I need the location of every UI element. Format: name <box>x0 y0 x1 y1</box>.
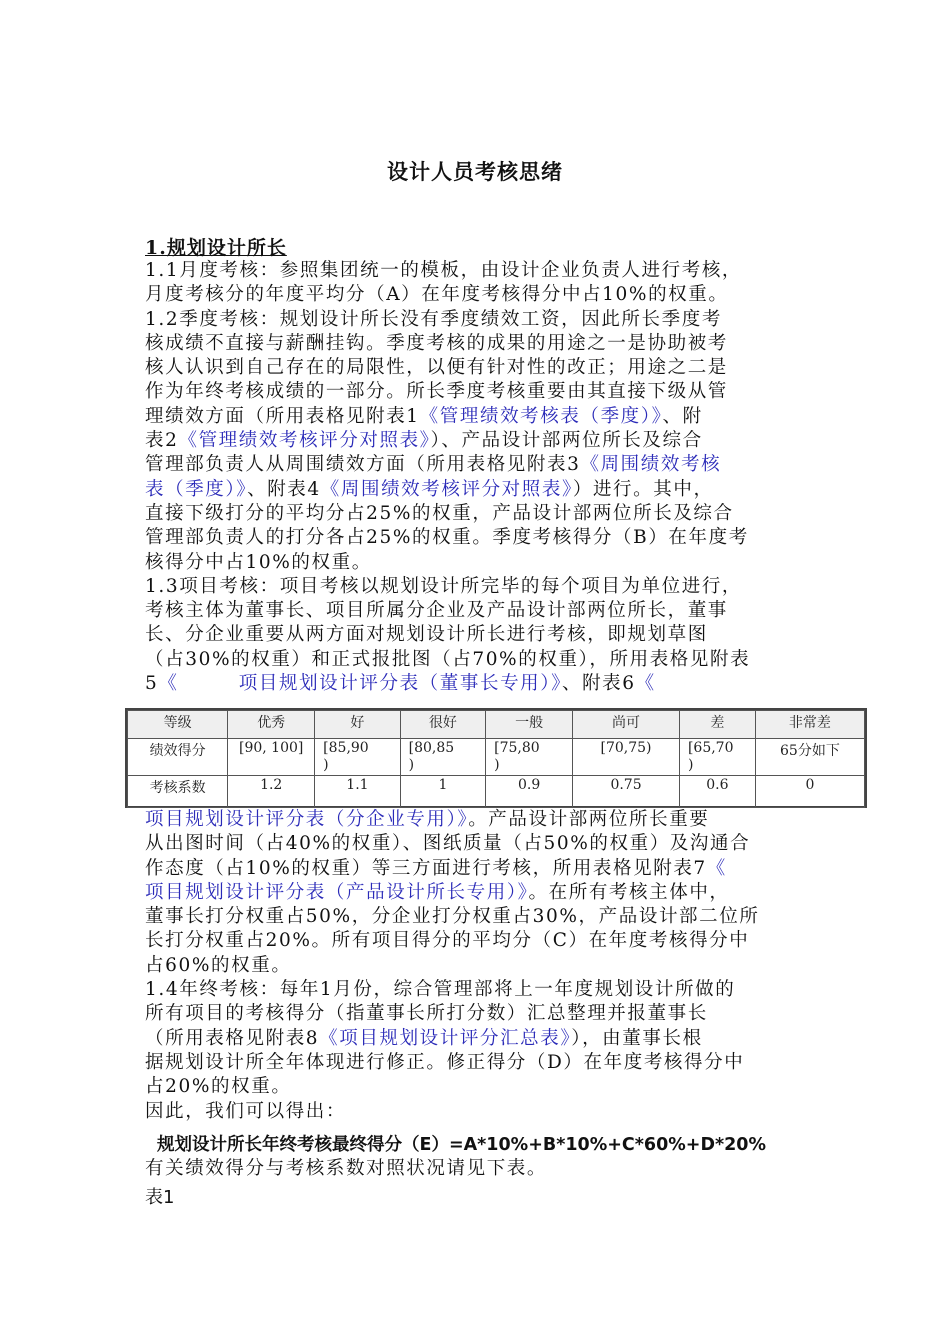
text-line <box>145 1002 815 1026</box>
form-reference-link: 项目规划设计评分表（分企业专用）》 <box>145 809 469 830</box>
text-line <box>145 551 815 575</box>
text-span: 核成绩不直接与薪酬挂钩。季度考核的成果的用途之一是协助被考 <box>145 332 728 354</box>
text-line <box>145 259 815 283</box>
text-line <box>145 623 815 647</box>
text-span: ）、产品设计部两位所长及综合 <box>430 430 703 452</box>
table-header-cell: 非常差 <box>755 711 864 739</box>
text-span: 管理部负责人从周围绩效方面（所用表格见附表3 <box>145 454 581 476</box>
table-cell: 0 <box>755 776 864 808</box>
text-span: 月度考核分的年度平均分（A）在年度考核得分中占10%的权重。 <box>145 284 729 306</box>
text-line <box>145 881 815 905</box>
text-span: 直接下级打分的平均分占25%的权重，产品设计部两位所长及综合 <box>145 502 734 524</box>
table-header-cell: 等级 <box>128 711 228 739</box>
text-span: 、附表6 <box>561 673 636 695</box>
table-cell: [85,90 ) <box>315 739 400 776</box>
table-cell: [90, 100] <box>228 739 315 776</box>
paragraph-block-1 <box>145 259 815 696</box>
text-span: （所用表格见附表8 <box>145 1027 320 1049</box>
text-line <box>145 905 815 929</box>
text-span: 1.2季度考核：规划设计所长没有季度绩效工资，因此所长季度考 <box>145 308 722 330</box>
text-line <box>145 332 815 356</box>
paragraph-block-2 <box>145 808 815 1124</box>
text-line <box>145 857 815 881</box>
text-span: 作为年终考核成绩的一部分。所长季度考核重要由其直接下级从管 <box>145 381 728 403</box>
table-cell: [80,85 ) <box>400 739 485 776</box>
text-span: 所有项目的考核得分（指董事长所打分数）汇总整理并报董事长 <box>145 1003 708 1025</box>
table-header-cell: 优秀 <box>228 711 315 739</box>
text-span: 核得分中占10%的权重。 <box>145 551 372 573</box>
text-line <box>145 808 815 832</box>
table-cell: 考核系数 <box>128 776 228 808</box>
form-reference-link: 《周围绩效考核评分对照表》 <box>320 478 573 500</box>
form-reference-link: 《 <box>635 673 656 695</box>
text-line <box>145 453 815 477</box>
table-header-row <box>128 711 865 739</box>
text-line <box>145 502 815 526</box>
table-cell: 0.75 <box>573 776 680 808</box>
table-row-score <box>128 739 865 776</box>
form-reference-link: 《 项目规划设计评分表（董事长专用）》 <box>158 673 562 695</box>
section-heading: 1.规划设计所长 <box>145 237 287 259</box>
text-line <box>145 356 815 380</box>
text-span: 1.4年终考核：每年1月份，综合管理部将上一年度规划设计所做的 <box>145 979 736 1001</box>
text-span: 管理部负责人的打分各占25%的权重。季度考核得分（B）在年度考 <box>145 527 749 549</box>
form-reference-link: 《管理绩效考核表（季度）》 <box>419 405 663 427</box>
text-line <box>145 648 815 672</box>
text-line <box>145 429 815 453</box>
table-reference-note: 有关绩效得分与考核系数对照状况请见下表。 <box>145 1158 548 1179</box>
text-line <box>145 672 815 696</box>
form-reference-link: 项目规划设计评分表（产品设计所长专用）》 <box>145 881 529 903</box>
text-span: 占20%的权重。 <box>145 1076 292 1098</box>
text-line <box>145 405 815 429</box>
text-span: 核人认识到自己存在的局限性，以便有针对性的改正；用途之二是 <box>145 357 728 379</box>
text-span: 、附表4 <box>247 478 321 500</box>
text-span: ），由董事长根 <box>571 1027 703 1049</box>
text-line <box>145 1100 815 1124</box>
page-title: 设计人员考核思绪 <box>387 160 563 184</box>
text-line <box>145 832 815 856</box>
text-line <box>145 929 815 953</box>
text-line <box>145 1075 815 1099</box>
table-header-cell: 好 <box>315 711 400 739</box>
text-span: 从出图时间（占40%的权重）、图纸质量（占50%的权重）及沟通合 <box>145 833 751 855</box>
form-reference-link: 《管理绩效考核评分对照表》 <box>178 430 431 452</box>
text-span: 考核主体为董事长、项目所属分企业及产品设计部两位所长，董事 <box>145 600 728 622</box>
text-span: 。在所有考核主体中， <box>528 881 730 903</box>
text-line <box>145 308 815 332</box>
text-line <box>145 526 815 550</box>
table-cell: [75,80 ) <box>486 739 573 776</box>
text-line <box>145 1051 815 1075</box>
text-span: 、附 <box>662 405 703 427</box>
text-span: 1.1月度考核：参照集团统一的模板，由设计企业负责人进行考核， <box>145 260 743 281</box>
text-span: 据规划设计所全年体现进行修正。修正得分（D）在年度考核得分中 <box>145 1051 745 1073</box>
table-cell: 0.9 <box>486 776 573 808</box>
form-reference-link: 《周围绩效考核 <box>580 454 722 476</box>
text-line <box>145 978 815 1002</box>
text-line <box>145 283 815 307</box>
table-header-cell: 一般 <box>486 711 573 739</box>
text-line <box>145 478 815 502</box>
table-header-cell: 很好 <box>400 711 485 739</box>
table-cell: 绩效得分 <box>128 739 228 776</box>
text-span: 因此，我们可以得出： <box>145 1100 347 1122</box>
table-label: 表1 <box>145 1187 175 1208</box>
text-line <box>145 575 815 599</box>
text-line <box>145 1027 815 1051</box>
text-span: 理绩效方面（所用表格见附表1 <box>145 405 420 427</box>
text-span: 作态度（占10%的权重）等三方面进行考核，所用表格见附表7 <box>145 857 707 879</box>
text-span: 5 <box>145 673 159 695</box>
text-span: 董事长打分权重占50%，分企业打分权重占30%，产品设计部二位所 <box>145 906 760 928</box>
text-span: 长打分权重占20%。所有项目得分的平均分（C）在年度考核得分中 <box>145 930 750 952</box>
text-span: 长、分企业重要从两方面对规划设计所长进行考核，即规划草图 <box>145 624 708 646</box>
text-span: ）进行。其中， <box>572 478 714 500</box>
table-cell: 1 <box>400 776 485 808</box>
text-span: 表2 <box>145 430 179 452</box>
table-cell: 1.1 <box>315 776 400 808</box>
text-span: 占60%的权重。 <box>145 954 292 976</box>
text-span: （占30%的权重）和正式报批图（占70%的权重），所用表格见附表 <box>145 648 751 670</box>
grade-coefficient-table <box>125 708 867 808</box>
table-cell: [65,70 ) <box>679 739 755 776</box>
table-row-coefficient <box>128 776 865 808</box>
table-cell: 1.2 <box>228 776 315 808</box>
table-header-cell: 差 <box>679 711 755 739</box>
table-cell: [70,75) <box>573 739 680 776</box>
text-line <box>145 954 815 978</box>
text-line <box>145 380 815 404</box>
form-reference-link: 表（季度）》 <box>145 478 248 500</box>
form-reference-link: 《 <box>706 857 727 879</box>
text-span: 。产品设计部两位所长重要 <box>468 809 710 830</box>
text-span: 1.3项目考核：项目考核以规划设计所完毕的每个项目为单位进行， <box>145 575 743 597</box>
table-cell: 0.6 <box>679 776 755 808</box>
table-cell: 65分如下 <box>755 739 864 776</box>
table-header-cell: 尚可 <box>573 711 680 739</box>
text-line <box>145 599 815 623</box>
form-reference-link: 《项目规划设计评分汇总表》 <box>319 1027 572 1049</box>
final-score-formula: 规划设计所长年终考核最终得分（E）=A*10%+B*10%+C*60%+D*20% <box>157 1135 767 1155</box>
